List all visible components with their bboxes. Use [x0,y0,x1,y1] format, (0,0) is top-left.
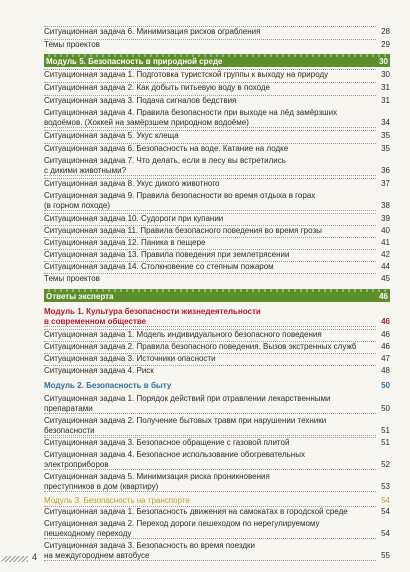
toc-entry-title: Ситуационная задача 1. Подготовка туристской группы к выходу на природу [44,70,329,79]
module3-page: 54 [381,496,390,505]
toc-entry-title: Ситуационная задача 3. Безопасное обращение с газовой плитой [44,438,290,447]
answers-header [44,292,390,302]
module5-page: 30 [379,57,388,66]
toc-entry-title: Ситуационная задача 14. Столкновение со степным пожаром [44,262,274,271]
toc-entry-title: Ситуационная задача 9. Правила безопасности во время отдыха в горах [44,191,316,200]
toc-entry-page: 44 [381,262,390,271]
toc-entry-page: 35 [381,131,390,140]
toc-entry [44,450,390,470]
toc-entry-page: 50 [381,404,390,413]
toc-entry-title-cont: преступников в дом (квартиру) [44,482,159,491]
toc-entry-page: 39 [381,214,390,223]
toc-entry-title: Ситуационная задача 1. Порядок действий при отравлении лекарственными [44,394,331,403]
module1-page: 46 [381,317,390,326]
toc-entry-page: 38 [381,201,390,210]
toc-entry-title: Ситуационная задача 4. Безопасное использование обогревательных [44,450,305,459]
toc-entry [44,416,390,436]
toc-entry-title: Ситуационная задача 13. Правила поведения при землетрясении [44,250,290,259]
toc-entry-title: Ситуационная задача 12. Паника в пещере [44,238,206,247]
toc-entry-title: Ситуационная задача 6. Безопасность на воде. Катание на лодке [44,144,289,153]
toc-entry-title-cont: препаратами [44,404,93,413]
toc-entry-title: Темы проектов [44,40,100,49]
toc-entry [44,156,390,176]
toc-entry-page: 46 [381,342,390,351]
module2-page: 50 [381,381,390,390]
toc-entry-title: Ситуационная задача 3. Подача сигналов бедствия [44,96,237,105]
toc-entry-title: Ситуационная задача 2. Правила безопасного поведения. Вызов экстренных служб [44,342,357,351]
toc-entry-title: Ситуационная задача 4. Риск [44,366,154,375]
toc-entry-title-cont: с дикими животными? [44,166,127,175]
toc-entry-page: 48 [381,366,390,375]
module1-title: Модуль 1. Культура безопасности жизнедеятельности [44,307,261,316]
toc-entry-page: 54 [381,507,390,516]
corner-hatch-decoration [2,556,28,562]
toc-entry-page: 34 [381,118,390,127]
toc-entry-title: Ситуационная задача 5. Минимизация риска проникновения [44,472,270,481]
toc-entry-page: 51 [381,426,390,435]
toc-entry-title: Темы проектов [44,274,100,283]
toc-entry-title: Ситуационная задача 1. Безопасность движения на самокатах в городской среде [44,507,348,516]
toc-entry-title-cont: пешеходному переходу [44,529,132,538]
toc-entry-page: 36 [381,166,390,175]
module3-title: Модуль 3. Безопасность на транспорте [44,496,190,505]
answers-page: 46 [379,292,388,301]
toc-entry-page: 37 [381,179,390,188]
toc-entry-page: 51 [381,438,390,447]
toc-entry-title: Ситуационная задача 3. Безопасность во время поездки [44,541,255,550]
toc-entry-title: Ситуационная задача 11. Правила безопасного поведения во время грозы [44,226,322,235]
toc-entry-title: Ситуационная задача 1. Модель индивидуального безопасного поведения [44,330,322,339]
toc-entry-page: 35 [381,144,390,153]
answers-title: Ответы эксперта [46,292,114,301]
toc-entry-page: 54 [381,529,390,538]
toc-entry-title-cont: (в горном походе) [44,201,111,210]
toc-entry-title: Ситуационная задача 6. Минимизация рисков ограбления [44,27,261,36]
toc-entry [44,191,390,211]
toc-entry-title: Ситуационная задача 2. Как добыть питьевую воду в походе [44,83,270,92]
toc-entry-title: Ситуационная задача 10. Судороги при купании [44,214,224,223]
toc-entry-title: Ситуационная задача 4. Правила безопасности при выходе на лёд замёрзших [44,108,338,117]
toc-entry [44,519,390,539]
toc-entry-page: 52 [381,460,390,469]
module2-title: Модуль 2. Безопасность в быту [44,381,172,390]
toc-entry-title: Ситуационная задача 8. Укус дикого животного [44,179,220,188]
module5-title: Модуль 5. Безопасность в природной среде [46,57,223,66]
page-number: 4 [32,552,38,562]
toc-entry-page: 46 [381,330,390,339]
toc-entry-page: 45 [381,274,390,283]
toc-entry-page: 55 [381,551,390,560]
toc-entry-title-cont: на междугороднем автобусе [44,551,150,560]
module1-header [44,307,390,327]
toc-entry-title: Ситуационная задача 3. Источники опасности [44,354,216,363]
toc-entry-page: 53 [381,482,390,491]
toc-entry-page: 41 [381,238,390,247]
toc-entry-title: Ситуационная задача 2. Переход дороги пешеходом по нерегулируемому [44,519,320,528]
toc-entry-page: 28 [381,27,390,36]
toc-entry-page: 29 [381,40,390,49]
toc-entry-title-cont: водоёмов. (Хоккей на замёрзшем природном водоёме) [44,118,249,127]
toc-entry-page: 31 [381,96,390,105]
toc-entry-page: 42 [381,250,390,259]
toc-entry [44,108,390,128]
toc-entry [44,541,390,561]
toc-entry-title: Ситуационная задача 2. Получение бытовых травм при нарушении техники [44,416,327,425]
module1-title-cont: в современном обществе [44,317,147,326]
toc-entry-title-cont: безопасности [44,426,95,435]
toc-entry-title-cont: электроприборов [44,460,109,469]
toc-entry-title: Ситуационная задача 7. Что делать, если в лесу вы встретились [44,156,286,165]
toc-entry-title: Ситуационная задача 5. Укус клеща [44,131,179,140]
toc-entry [44,472,390,492]
toc-entry [44,394,390,414]
module5-header [44,57,390,67]
toc-entry-page: 40 [381,226,390,235]
toc-entry-page: 31 [381,83,390,92]
toc-entry-page: 47 [381,354,390,363]
toc-entry-page: 30 [381,70,390,79]
